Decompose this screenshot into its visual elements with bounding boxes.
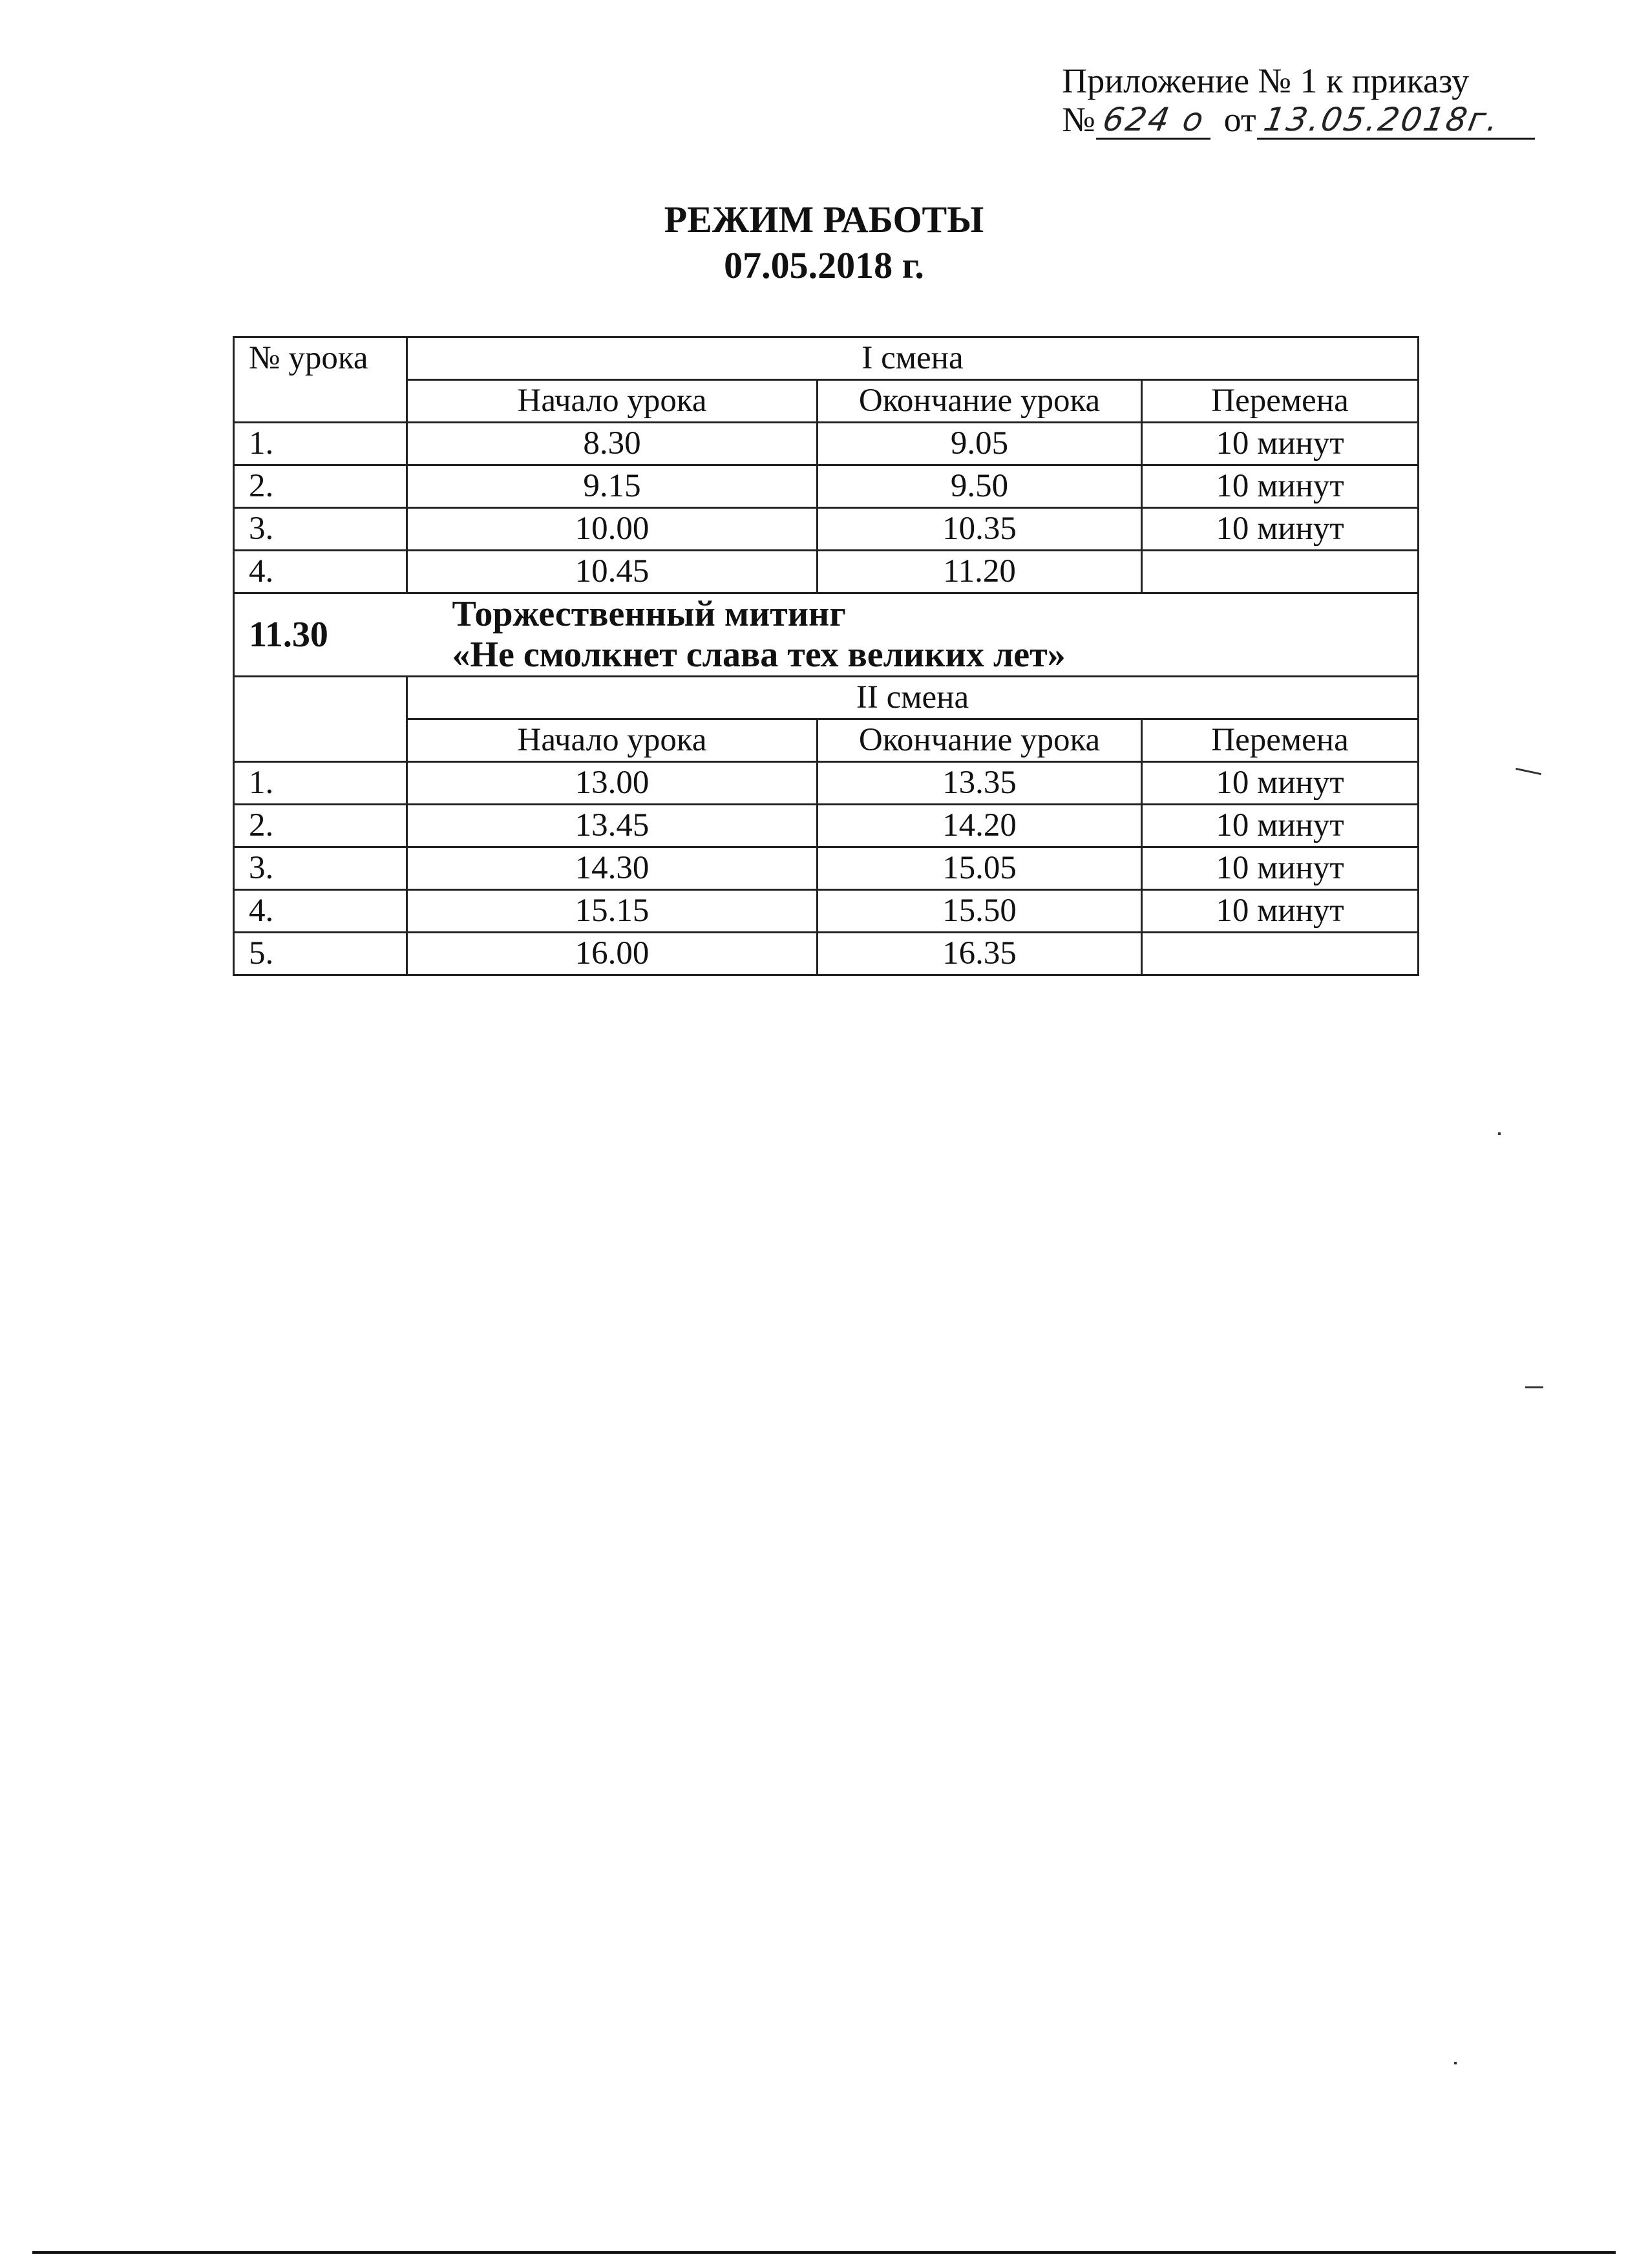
table-row bbox=[234, 847, 1419, 890]
shift2-header-row bbox=[234, 677, 1419, 719]
lesson-number: 2. bbox=[234, 805, 407, 847]
lesson-start: 14.30 bbox=[407, 847, 818, 890]
shift1-header: I смена bbox=[407, 337, 1419, 380]
table-row bbox=[234, 762, 1419, 805]
appendix-line: Приложение № 1 к приказу bbox=[1062, 61, 1470, 100]
schedule-table bbox=[233, 336, 1419, 976]
scan-mark bbox=[1525, 1386, 1543, 1388]
table-row bbox=[234, 508, 1419, 551]
header-lesson-number: № урока bbox=[234, 337, 407, 423]
lesson-number: 1. bbox=[234, 423, 407, 465]
scan-mark bbox=[1498, 1132, 1501, 1135]
table-row bbox=[234, 890, 1419, 933]
lesson-break: 10 минут bbox=[1142, 508, 1419, 551]
table-row bbox=[234, 465, 1419, 508]
lesson-start: 15.15 bbox=[407, 890, 818, 933]
appendix-note bbox=[1062, 61, 1538, 140]
lesson-end: 9.05 bbox=[818, 423, 1142, 465]
lesson-number: 3. bbox=[234, 508, 407, 551]
title-date: 07.05.2018 г. bbox=[724, 244, 924, 286]
event-title: Торжественный митинг bbox=[452, 594, 846, 634]
lesson-break bbox=[1142, 933, 1419, 975]
order-reference bbox=[1062, 100, 1538, 139]
lesson-start: 16.00 bbox=[407, 933, 818, 975]
shift2-header: II смена bbox=[407, 677, 1419, 719]
lesson-end: 15.50 bbox=[818, 890, 1142, 933]
col-end-header: Окончание урока bbox=[818, 719, 1142, 762]
columns-row bbox=[234, 719, 1419, 762]
table-row bbox=[234, 933, 1419, 975]
col-break-header: Перемена bbox=[1142, 719, 1419, 762]
table-row bbox=[234, 551, 1419, 593]
event-row bbox=[234, 593, 1419, 677]
lesson-number: 3. bbox=[234, 847, 407, 890]
columns-row bbox=[234, 380, 1419, 423]
col-start-header: Начало урока bbox=[407, 380, 818, 423]
document-title bbox=[0, 197, 1648, 289]
handwritten-order-number: 624 о bbox=[1096, 101, 1217, 140]
lesson-number: 4. bbox=[234, 890, 407, 933]
lesson-end: 10.35 bbox=[818, 508, 1142, 551]
lesson-start: 8.30 bbox=[407, 423, 818, 465]
table-row bbox=[234, 423, 1419, 465]
lesson-break: 10 минут bbox=[1142, 465, 1419, 508]
lesson-start: 10.00 bbox=[407, 508, 818, 551]
lesson-end: 13.35 bbox=[818, 762, 1142, 805]
lesson-break: 10 минут bbox=[1142, 847, 1419, 890]
event-time: 11.30 bbox=[234, 593, 407, 677]
lesson-break: 10 минут bbox=[1142, 762, 1419, 805]
from-label: от bbox=[1223, 100, 1256, 140]
col-end-header: Окончание урока bbox=[818, 380, 1142, 423]
col-break-header: Перемена bbox=[1142, 380, 1419, 423]
number-prefix: № bbox=[1062, 100, 1095, 140]
lesson-number: 4. bbox=[234, 551, 407, 593]
lesson-end: 14.20 bbox=[818, 805, 1142, 847]
handwritten-order-date: 13.05.2018г. bbox=[1256, 101, 1541, 140]
col-start-header: Начало урока bbox=[407, 719, 818, 762]
lesson-number: 1. bbox=[234, 762, 407, 805]
lesson-end: 15.05 bbox=[818, 847, 1142, 890]
shift2-blank-cell bbox=[234, 677, 407, 762]
event-description bbox=[407, 593, 1419, 677]
lesson-number: 2. bbox=[234, 465, 407, 508]
lesson-number: 5. bbox=[234, 933, 407, 975]
table-row bbox=[234, 805, 1419, 847]
lesson-start: 10.45 bbox=[407, 551, 818, 593]
scan-mark bbox=[1516, 768, 1541, 775]
lesson-start: 13.00 bbox=[407, 762, 818, 805]
lesson-end: 9.50 bbox=[818, 465, 1142, 508]
lesson-break bbox=[1142, 551, 1419, 593]
lesson-end: 11.20 bbox=[818, 551, 1142, 593]
header-row bbox=[234, 337, 1419, 380]
event-subtitle: «Не смолкнет слава тех великих лет» bbox=[452, 635, 1066, 675]
lesson-break: 10 минут bbox=[1142, 890, 1419, 933]
lesson-start: 9.15 bbox=[407, 465, 818, 508]
lesson-start: 13.45 bbox=[407, 805, 818, 847]
scan-mark bbox=[1454, 2062, 1457, 2064]
lesson-break: 10 минут bbox=[1142, 805, 1419, 847]
title-line: РЕЖИМ РАБОТЫ bbox=[664, 198, 984, 240]
lesson-break: 10 минут bbox=[1142, 423, 1419, 465]
page-bottom-rule bbox=[32, 2251, 1616, 2254]
lesson-end: 16.35 bbox=[818, 933, 1142, 975]
